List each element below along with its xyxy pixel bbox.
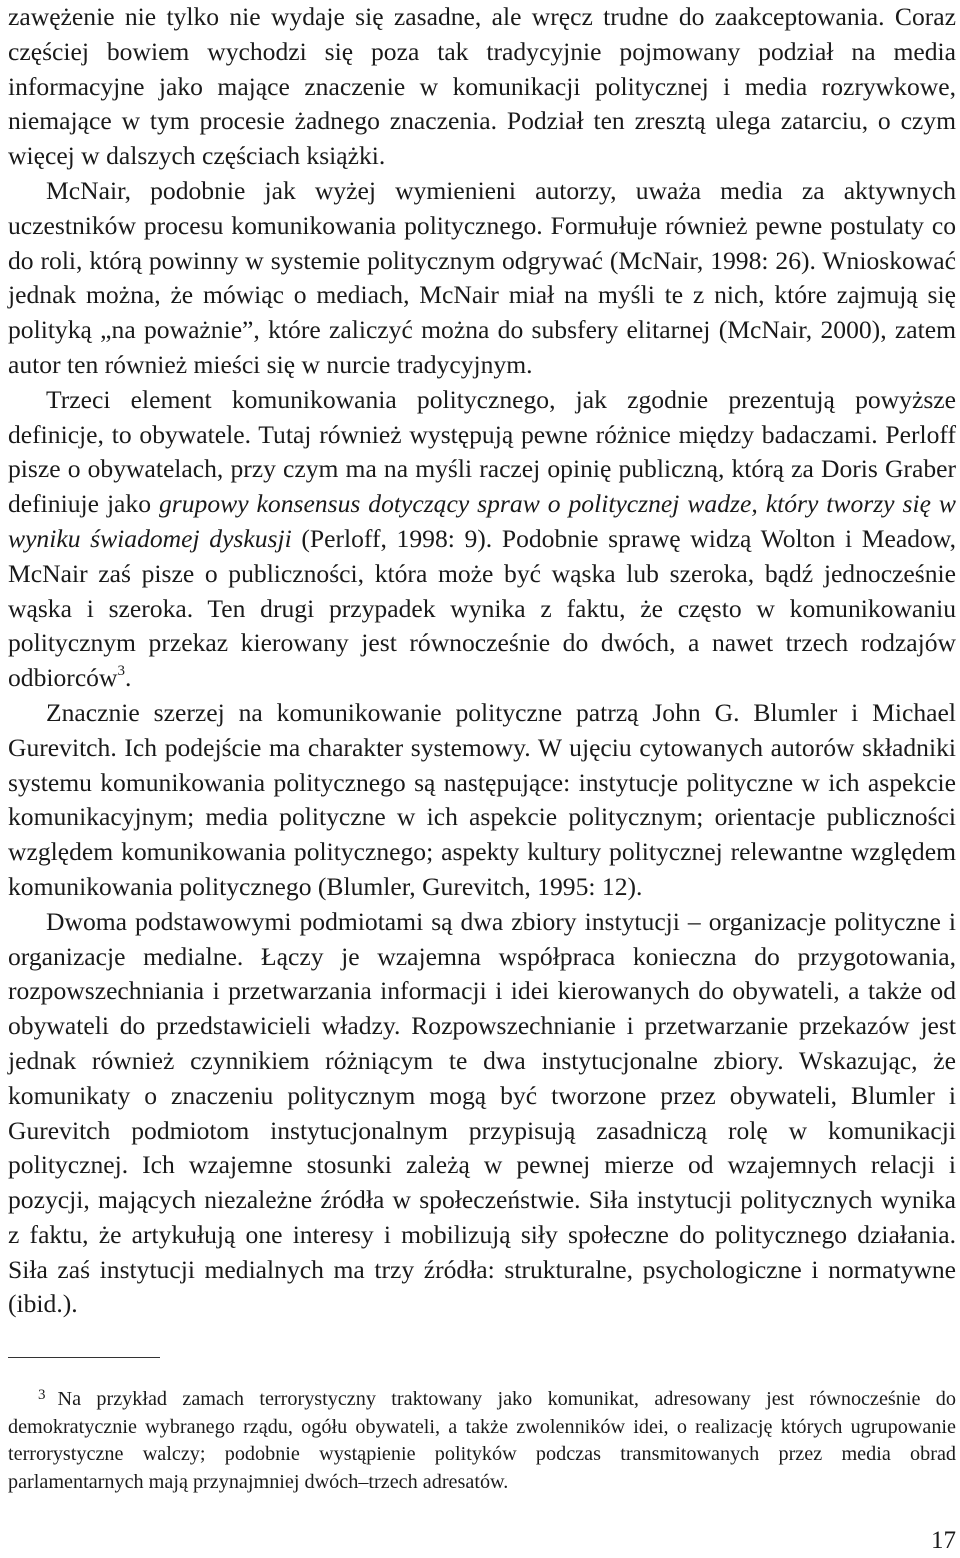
paragraph-2: McNair, podobnie jak wyżej wymienieni autorzy, uważa media za aktywnych uczestników procesu komunikowania politycznego. Formułuje również pewne postulaty co do roli, którą powinny w systemie politycznym odgrywać (McNair, 1998: 26). Wnioskować jednak można, że mówiąc o mediach, McNair miał na myśli te z nich, które zajmują się polityką „na poważnie”, które zaliczyć można do subsfery elitarnej (McNair, 2000), zatem autor ten również mieści się w nurcie tradycyjnym. bbox=[8, 175, 956, 379]
footnote-reference[interactable]: 3 bbox=[117, 662, 125, 679]
footnote-number: 3 bbox=[38, 1387, 46, 1403]
main-text bbox=[8, 0, 956, 1322]
paragraph-4: Znacznie szerzej na komunikowanie polityczne patrzą John G. Blumler i Michael Gurevitch. Ich podejście ma charakter systemowy. W ujęciu cytowanych autorów składniki systemu komunikowania politycznego są następujące: instytucje polityczne w ich aspekcie komunikacyjnym; media polityczne w ich aspekcie politycznym; orientacje publiczności względem komunikowania politycznego; aspekty kultury politycznej relewantne względem komunikowania politycznego (Blumler, Gurevitch, 1995: 12). bbox=[8, 697, 956, 901]
paragraph-3-part-b: (Perloff, 1998: 9). Podobnie sprawę widzą Wolton i Meadow, McNair zaś pisze o publiczności, która może być wąska lub szeroka, bądź jednocześnie wąska i szeroka. Ten drugi przypadek wynika z faktu, że często w komunikowaniu politycznym przekaz kierowany jest równocześnie do dwóch, a nawet trzech rodzajów odbiorców bbox=[8, 523, 957, 693]
paragraph-3 bbox=[8, 383, 956, 696]
paragraph-1: zawężenie nie tylko nie wydaje się zasadne, ale wręcz trudne do zaakceptowania. Coraz częściej bowiem wychodzi się poza tak tradycyjnie pojmowany podział na media informacyjne jako mające znaczenie w komunikacji politycznej i media rozrywkowe, niemające w tym procesie żadnego znaczenia. Podział ten zresztą ulega zatarciu, o czym więcej w dalszych częściach książki. bbox=[8, 2, 956, 171]
footnote-divider bbox=[8, 1357, 160, 1358]
footnote-text: Na przykład zamach terrorystyczny traktowany jako komunikat, adresowany jest równocześnie do demokratycznie wybranego rządu, ogółu obywateli, a także zwolenników idei, o realizację których ugrupowanie terrorystyczne walczy; podobnie wystąpienie polityków podczas transmitowanych przez media obrad parlamentarnych mają przynajmniej dwóch–trzech adresatów. bbox=[8, 1388, 956, 1493]
paragraph-3-part-c: . bbox=[124, 663, 132, 693]
page-body bbox=[8, 0, 956, 1322]
quoted-definition: grupowy konsensus dotyczący spraw o politycznej wadze, który tworzy się w wyniku świadomej dyskusji bbox=[8, 489, 956, 553]
page-number: 17 bbox=[931, 1527, 956, 1554]
footnote bbox=[8, 1386, 956, 1496]
paragraph-3-part-a: Trzeci element komunikowania politycznego, jak zgodnie prezentują powyższe definicje, to obywatele. Tutaj również występują pewne różnice między badaczami. Perloff pisze o obywatelach, przy czym ma na myśli raczej opinię publiczną, którą za Doris Graber definiuje jako bbox=[8, 384, 956, 519]
paragraph-5: Dwoma podstawowymi podmiotami są dwa zbiory instytucji – organizacje polityczne i organizacje medialne. Łączy je wzajemna współpraca konieczna do przygotowania, rozpowszechniania i przetwarzania informacji i idei kierowanych do obywateli, a także od obywateli do przedstawicieli władzy. Rozpowszechnianie i przetwarzanie przekazów jest jednak również czynnikiem różniącym te dwa instytucjonalne zbiory. Wskazując, że komunikaty o znaczeniu politycznym mogą być tworzone przez obywateli, Blumler i Gurevitch podmiotom instytucjonalnym przypisują zasadniczą rolę w komunikacji politycznej. Ich wzajemne stosunki zależą w pewnej mierze od wzajemnych relacji i pozycji, mających niezależne źródła w społeczeństwie. Siła instytucji politycznych wynika z faktu, że artykułują one interesy i mobilizują siły społeczne do politycznego działania. Siła zaś instytucji medialnych ma trzy źródła: strukturalne, psychologiczne i normatywne (ibid.). bbox=[8, 906, 956, 1319]
